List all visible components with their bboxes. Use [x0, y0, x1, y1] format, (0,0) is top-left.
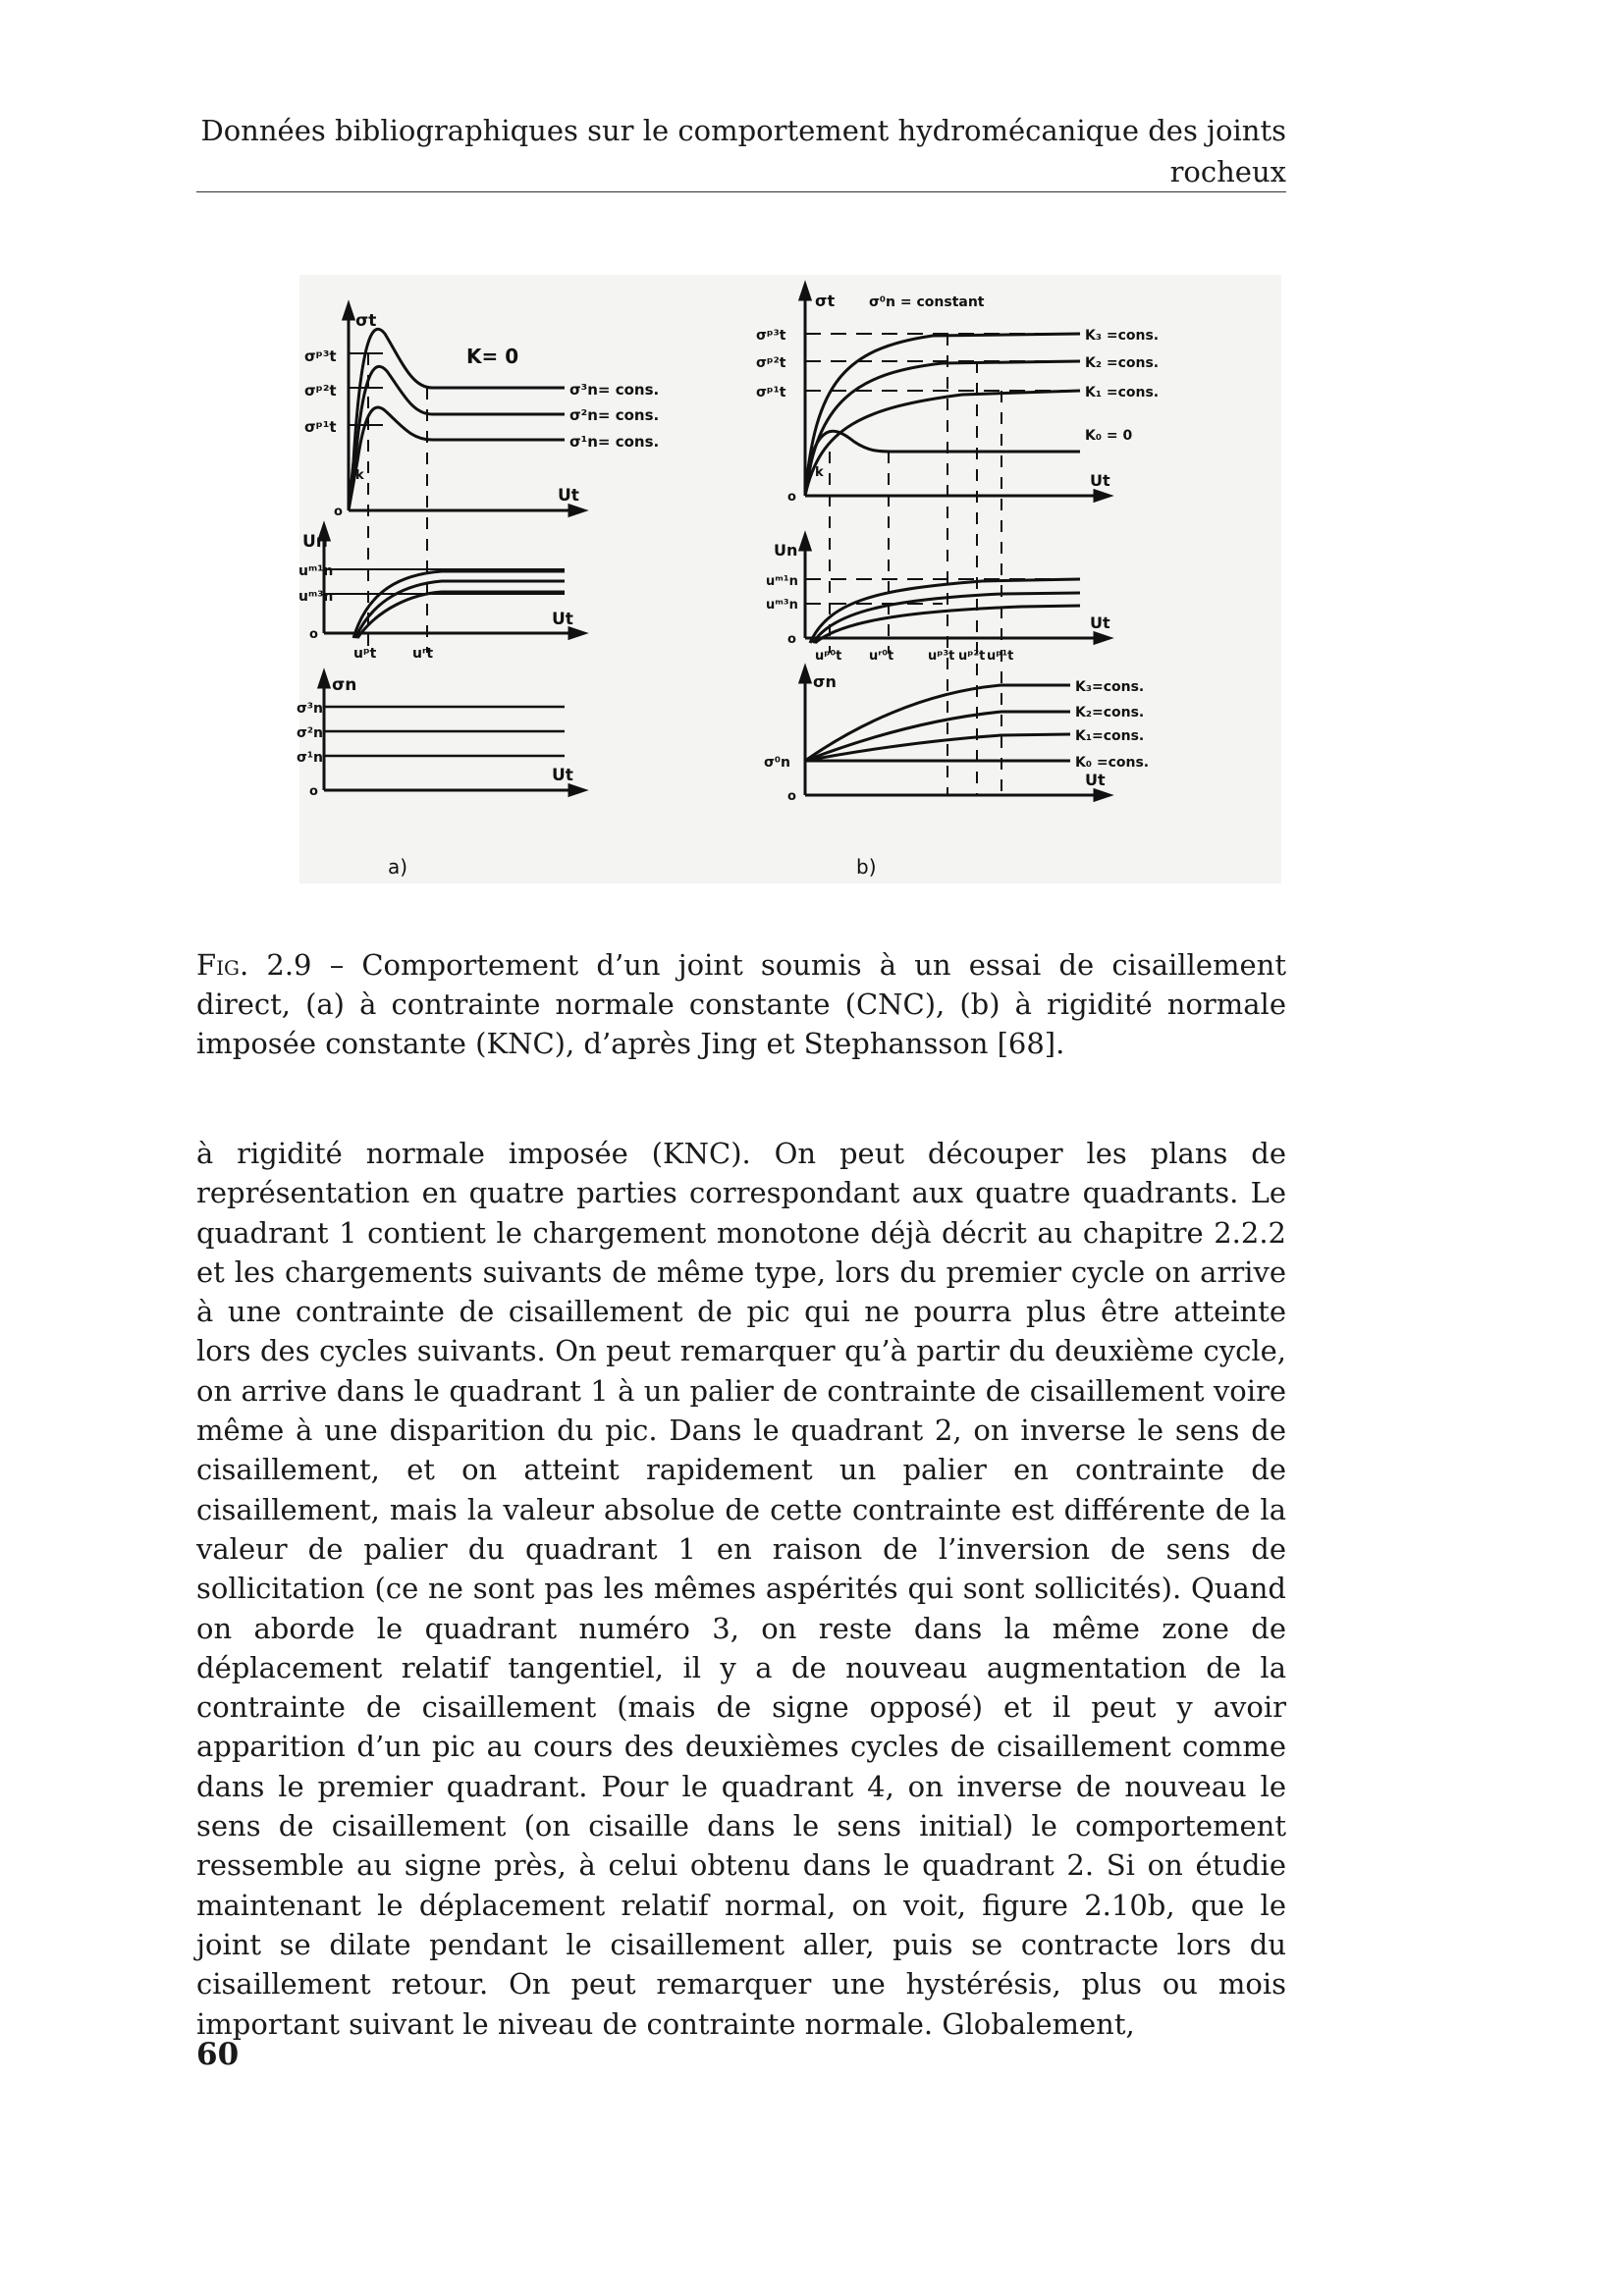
- panel-a-origin-bot: o: [309, 784, 318, 799]
- panel-a-y-sn1: σ¹n: [297, 750, 324, 766]
- panel-a-label: a): [388, 855, 408, 879]
- panel-a-y-sn3: σ³n: [297, 701, 324, 717]
- panel-a-axis-x-top: Ut: [558, 486, 579, 506]
- panel-a-axis-x-mid: Ut: [552, 610, 573, 629]
- panel-b-label-k0: K₀ = 0: [1085, 428, 1133, 444]
- panel-a-y-p3: σᵖ³t: [304, 347, 337, 365]
- figure-diagram: [295, 265, 1286, 913]
- panel-a-x-up: uᵖt: [353, 646, 377, 662]
- panel-b-origin-bot: o: [787, 789, 796, 804]
- figure-caption: [196, 945, 1286, 1063]
- panel-a-k-label: K= 0: [466, 345, 519, 368]
- panel-a-y-p2: σᵖ²t: [304, 382, 337, 400]
- panel-b-origin-mid: o: [787, 632, 796, 647]
- panel-a-y-p1: σᵖ¹t: [304, 418, 337, 436]
- panel-b-bot-label-k2: K₂=cons.: [1075, 705, 1145, 721]
- panel-a-curve-label-2: σ²n= cons.: [569, 406, 660, 424]
- body-text: [196, 1134, 1286, 2044]
- panel-a-k-small: k: [355, 468, 364, 483]
- panel-b-bot-label-k1: K₁=cons.: [1075, 728, 1145, 744]
- panel-a-x-ur: uʳt: [412, 646, 434, 662]
- panel-b-axis-n: Un: [774, 541, 798, 560]
- panel-b-label-k3: K₃ =cons.: [1085, 328, 1160, 344]
- panel-b-axis-x-bot: Ut: [1085, 771, 1106, 789]
- body-paragraph: à rigidité normale imposée (KNC). On peut découper les plans de représentation en quatre parties correspondant aux quatre quadrants. Le quadrant 1 contient le chargement monotone déjà décrit au chapitre 2.2.2 et les chargements suivants de même type, lors du premier cycle on arrive à une contrainte de cisaillement de pic qui ne pourra plus être atteinte lors des cycles suivants. On peut remarquer qu’à partir du deuxième cycle, on arrive dans le quadrant 1 à un palier de contrainte de cisaillement voire même à une disparition du pic. Dans le quadrant 2, on inverse le sens de cisaillement, et on atteint rapidement un palier en contrainte de cisaillement, mais la valeur absolue de cette contrainte est différente de la valeur de palier du quadrant 1 en raison de l’inversion de sens de sollicitation (ce ne sont pas les mêmes aspérités qui sont sollicités). Quand on aborde le quadrant numéro 3, on reste dans la même zone de déplacement relatif tangentiel, il y a de nouveau augmentation de la contrainte de cisaillement (mais de signe opposé) et il peut y avoir apparition d’un pic au cours des deuxièmes cycles de cisaillement comme dans le premier quadrant. Pour le quadrant 4, on inverse de nouveau le sens de cisaillement (on cisaille dans le sens initial) le comportement ressemble au signe près, à celui obtenu dans le quadrant 2. Si on étudie maintenant le déplacement relatif normal, on voit, figure 2.10b, que le joint se dilate pendant le cisaillement aller, puis se contracte lors du cisaillement retour. On peut remarquer une hystérésis, plus ou mois important suivant le niveau de contrainte normale. Globalement,: [196, 1137, 1286, 2041]
- running-header: Données bibliographiques sur le comportement hydromécanique des joints rocheux: [200, 114, 1286, 188]
- panel-b-x-up1: uᵖ¹t: [987, 649, 1014, 664]
- panel-b-axis-sn: σn: [813, 672, 837, 691]
- panel-b-x-up3: uᵖ³t: [928, 649, 955, 664]
- panel-a-y-sn2: σ²n: [297, 725, 324, 741]
- panel-a-curve-label-3: σ³n= cons.: [569, 381, 660, 399]
- panel-a-origin-mid: o: [309, 627, 318, 642]
- panel-b-axis-t: σt: [815, 292, 836, 310]
- panel-a-y-m1: uᵐ¹n: [298, 563, 334, 579]
- panel-a-curve-label-1: σ¹n= cons.: [569, 433, 660, 451]
- panel-a-origin-top: o: [334, 505, 343, 519]
- panel-a-axis-t: σt: [355, 311, 377, 331]
- panel-a-axis-x-bot: Ut: [552, 766, 573, 785]
- panel-b-axis-x-top: Ut: [1090, 471, 1110, 490]
- panel-b-bot-label-k0: K₀ =cons.: [1075, 755, 1150, 771]
- figure-label: Fig. 2.9: [196, 948, 312, 982]
- caption-text: – Comportement d’un joint soumis à un essai de cisaillement direct, (a) à contrainte normale constante (CNC), (b) à rigidité normale imposée constante (KNC), d’après Jing et Stephansson [68].: [196, 948, 1286, 1060]
- figure-2-9: [295, 265, 1286, 913]
- panel-b-x-up2: uᵖ²t: [958, 649, 986, 664]
- panel-b-y-sn0: σ⁰n: [764, 755, 791, 771]
- panel-b-label-k1: K₁ =cons.: [1085, 385, 1160, 400]
- panel-b-x-up0: uᵖ⁰t: [815, 649, 842, 664]
- panel-b-label: b): [856, 855, 877, 879]
- panel-b-origin-top: o: [787, 490, 796, 505]
- header-rule: [196, 191, 1286, 192]
- panel-b-y-p3: σᵖ³t: [756, 328, 786, 344]
- panel-b-bot-label-k3: K₃=cons.: [1075, 679, 1145, 695]
- panel-b-y-m3: uᵐ³n: [766, 598, 798, 613]
- panel-a-axis-n: Un: [302, 532, 328, 552]
- panel-b-x-ur0: uʳ⁰t: [869, 649, 894, 664]
- panel-b-top-note: σ⁰n = constant: [869, 294, 985, 310]
- panel-b-label-k2: K₂ =cons.: [1085, 355, 1160, 371]
- panel-b-y-p1: σᵖ¹t: [756, 385, 786, 400]
- panel-a-y-m3: uᵐ³n: [298, 589, 334, 605]
- panel-b-axis-x-mid: Ut: [1090, 614, 1110, 632]
- panel-b-y-m1: uᵐ¹n: [766, 574, 798, 589]
- page-number: 60: [196, 2037, 240, 2072]
- panel-b-y-p2: σᵖ²t: [756, 355, 786, 371]
- panel-a-axis-sn: σn: [332, 675, 357, 695]
- panel-b-k-small: k: [815, 465, 824, 480]
